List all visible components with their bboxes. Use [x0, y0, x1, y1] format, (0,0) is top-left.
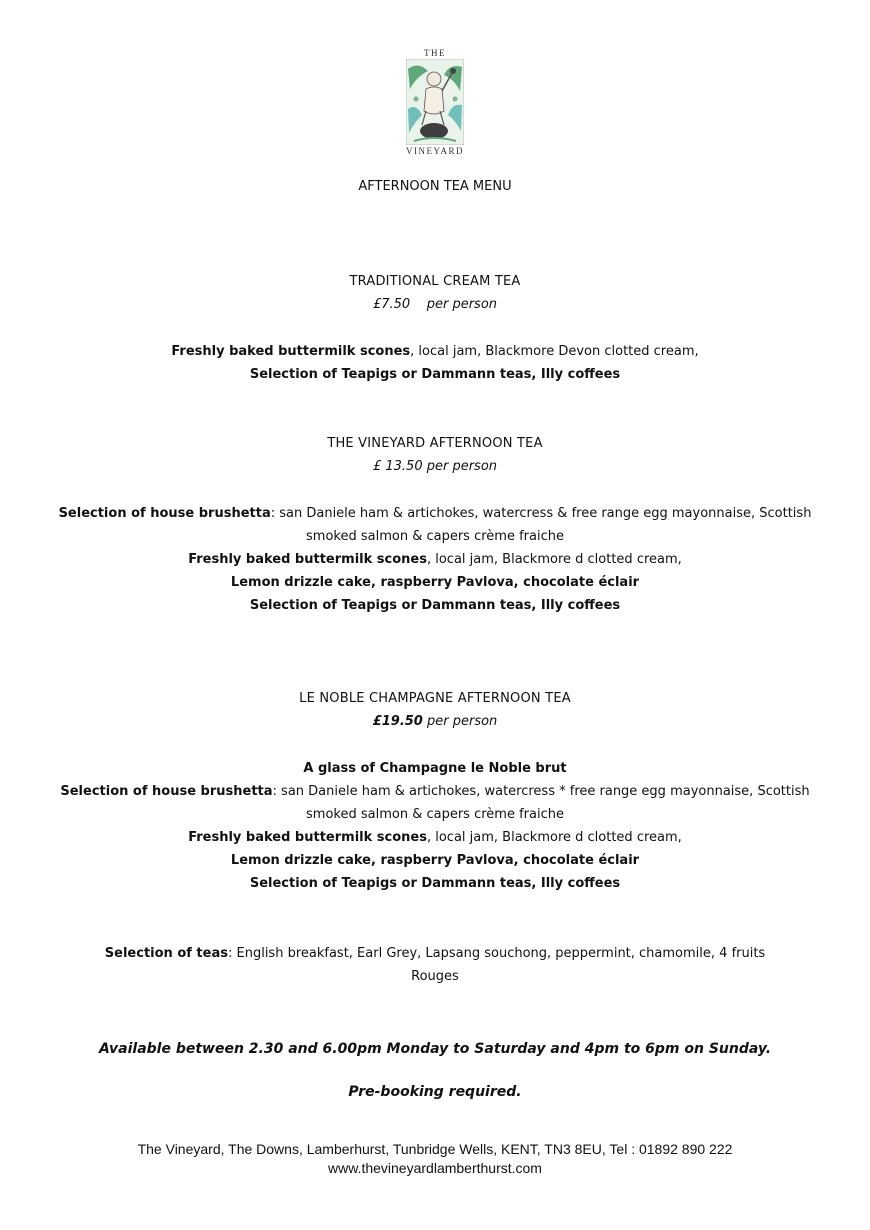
- price-suffix: per person: [426, 297, 498, 312]
- section-price: [0, 713, 870, 731]
- menu-line-bold: Selection of Teapigs or Dammann teas, Illy coffees: [249, 367, 621, 382]
- menu-line-rest: : san Daniele ham & artichokes, watercress * free range egg mayonnaise, Scottish: [272, 784, 810, 799]
- availability-text: Available between 2.30 and 6.00pm Monday to Saturday and 4pm to 6pm on Sunday.: [98, 1041, 772, 1057]
- menu-line: [0, 551, 870, 569]
- logo-top-text: THE: [424, 48, 446, 58]
- menu-line: [0, 597, 870, 615]
- menu-line-bold: Lemon drizzle cake, raspberry Pavlova, chocolate éclair: [230, 575, 640, 590]
- vineyard-logo: [404, 48, 466, 158]
- menu-line: [0, 783, 870, 801]
- logo-bottom-text: VINEYARD: [406, 146, 464, 156]
- menu-line-rest: , local jam, Blackmore Devon clotted cream,: [410, 344, 699, 359]
- menu-line: [0, 343, 870, 361]
- teas-line: [0, 945, 870, 963]
- price-suffix: per person: [427, 714, 498, 729]
- price-suffix: per person: [426, 459, 498, 474]
- menu-line: [0, 528, 870, 546]
- menu-title: AFTERNOON TEA MENU: [358, 179, 512, 194]
- section-price: [0, 296, 870, 314]
- footer-website: www.thevineyardlamberthurst.com: [328, 1160, 542, 1176]
- price-value: £19.50: [372, 714, 423, 729]
- menu-line: [0, 852, 870, 870]
- price-value: £7.50: [372, 297, 411, 312]
- menu-line-bold: Freshly baked buttermilk scones: [171, 344, 411, 359]
- section-heading: LE NOBLE CHAMPAGNE AFTERNOON TEA: [299, 691, 571, 706]
- section-price: [0, 458, 870, 476]
- cherub-logo-icon: [406, 59, 464, 145]
- price-value: £ 13.50: [372, 459, 423, 474]
- menu-line-bold: Selection of house brushetta: [60, 784, 273, 799]
- menu-line-bold: Selection of house brushetta: [58, 506, 271, 521]
- menu-line-rest: smoked salmon & capers crème fraiche: [306, 807, 564, 822]
- section-heading: THE VINEYARD AFTERNOON TEA: [327, 436, 543, 451]
- menu-line: [0, 505, 870, 523]
- menu-line-bold: Selection of Teapigs or Dammann teas, Illy coffees: [249, 598, 621, 613]
- booking-text: Pre-booking required.: [348, 1084, 522, 1100]
- section-heading: TRADITIONAL CREAM TEA: [349, 274, 521, 289]
- footer-address: The Vineyard, The Downs, Lamberhurst, Tunbridge Wells, KENT, TN3 8EU, Tel : 01892 890 222: [137, 1141, 733, 1157]
- menu-line-rest: : san Daniele ham & artichokes, watercress & free range egg mayonnaise, Scottish: [270, 506, 812, 521]
- menu-line: [0, 366, 870, 384]
- menu-line-rest: , local jam, Blackmore d clotted cream,: [426, 830, 682, 845]
- menu-line-bold: Lemon drizzle cake, raspberry Pavlova, chocolate éclair: [230, 853, 640, 868]
- menu-line: [0, 760, 870, 778]
- teas-text: : English breakfast, Earl Grey, Lapsang souchong, peppermint, chamomile, 4 fruits: [227, 946, 766, 961]
- menu-line-bold: Freshly baked buttermilk scones: [188, 830, 427, 845]
- menu-line: [0, 875, 870, 893]
- menu-line-bold: Selection of Teapigs or Dammann teas, Illy coffees: [249, 876, 621, 891]
- menu-line-bold: Freshly baked buttermilk scones: [188, 552, 427, 567]
- teas-line-cont: Rouges: [411, 969, 459, 984]
- menu-line: [0, 806, 870, 824]
- menu-line-bold: A glass of Champagne le Noble brut: [303, 761, 567, 776]
- menu-line: [0, 829, 870, 847]
- teas-label: Selection of teas: [104, 946, 228, 961]
- menu-line: [0, 574, 870, 592]
- menu-line-rest: smoked salmon & capers crème fraiche: [306, 529, 564, 544]
- menu-line-rest: , local jam, Blackmore d clotted cream,: [426, 552, 682, 567]
